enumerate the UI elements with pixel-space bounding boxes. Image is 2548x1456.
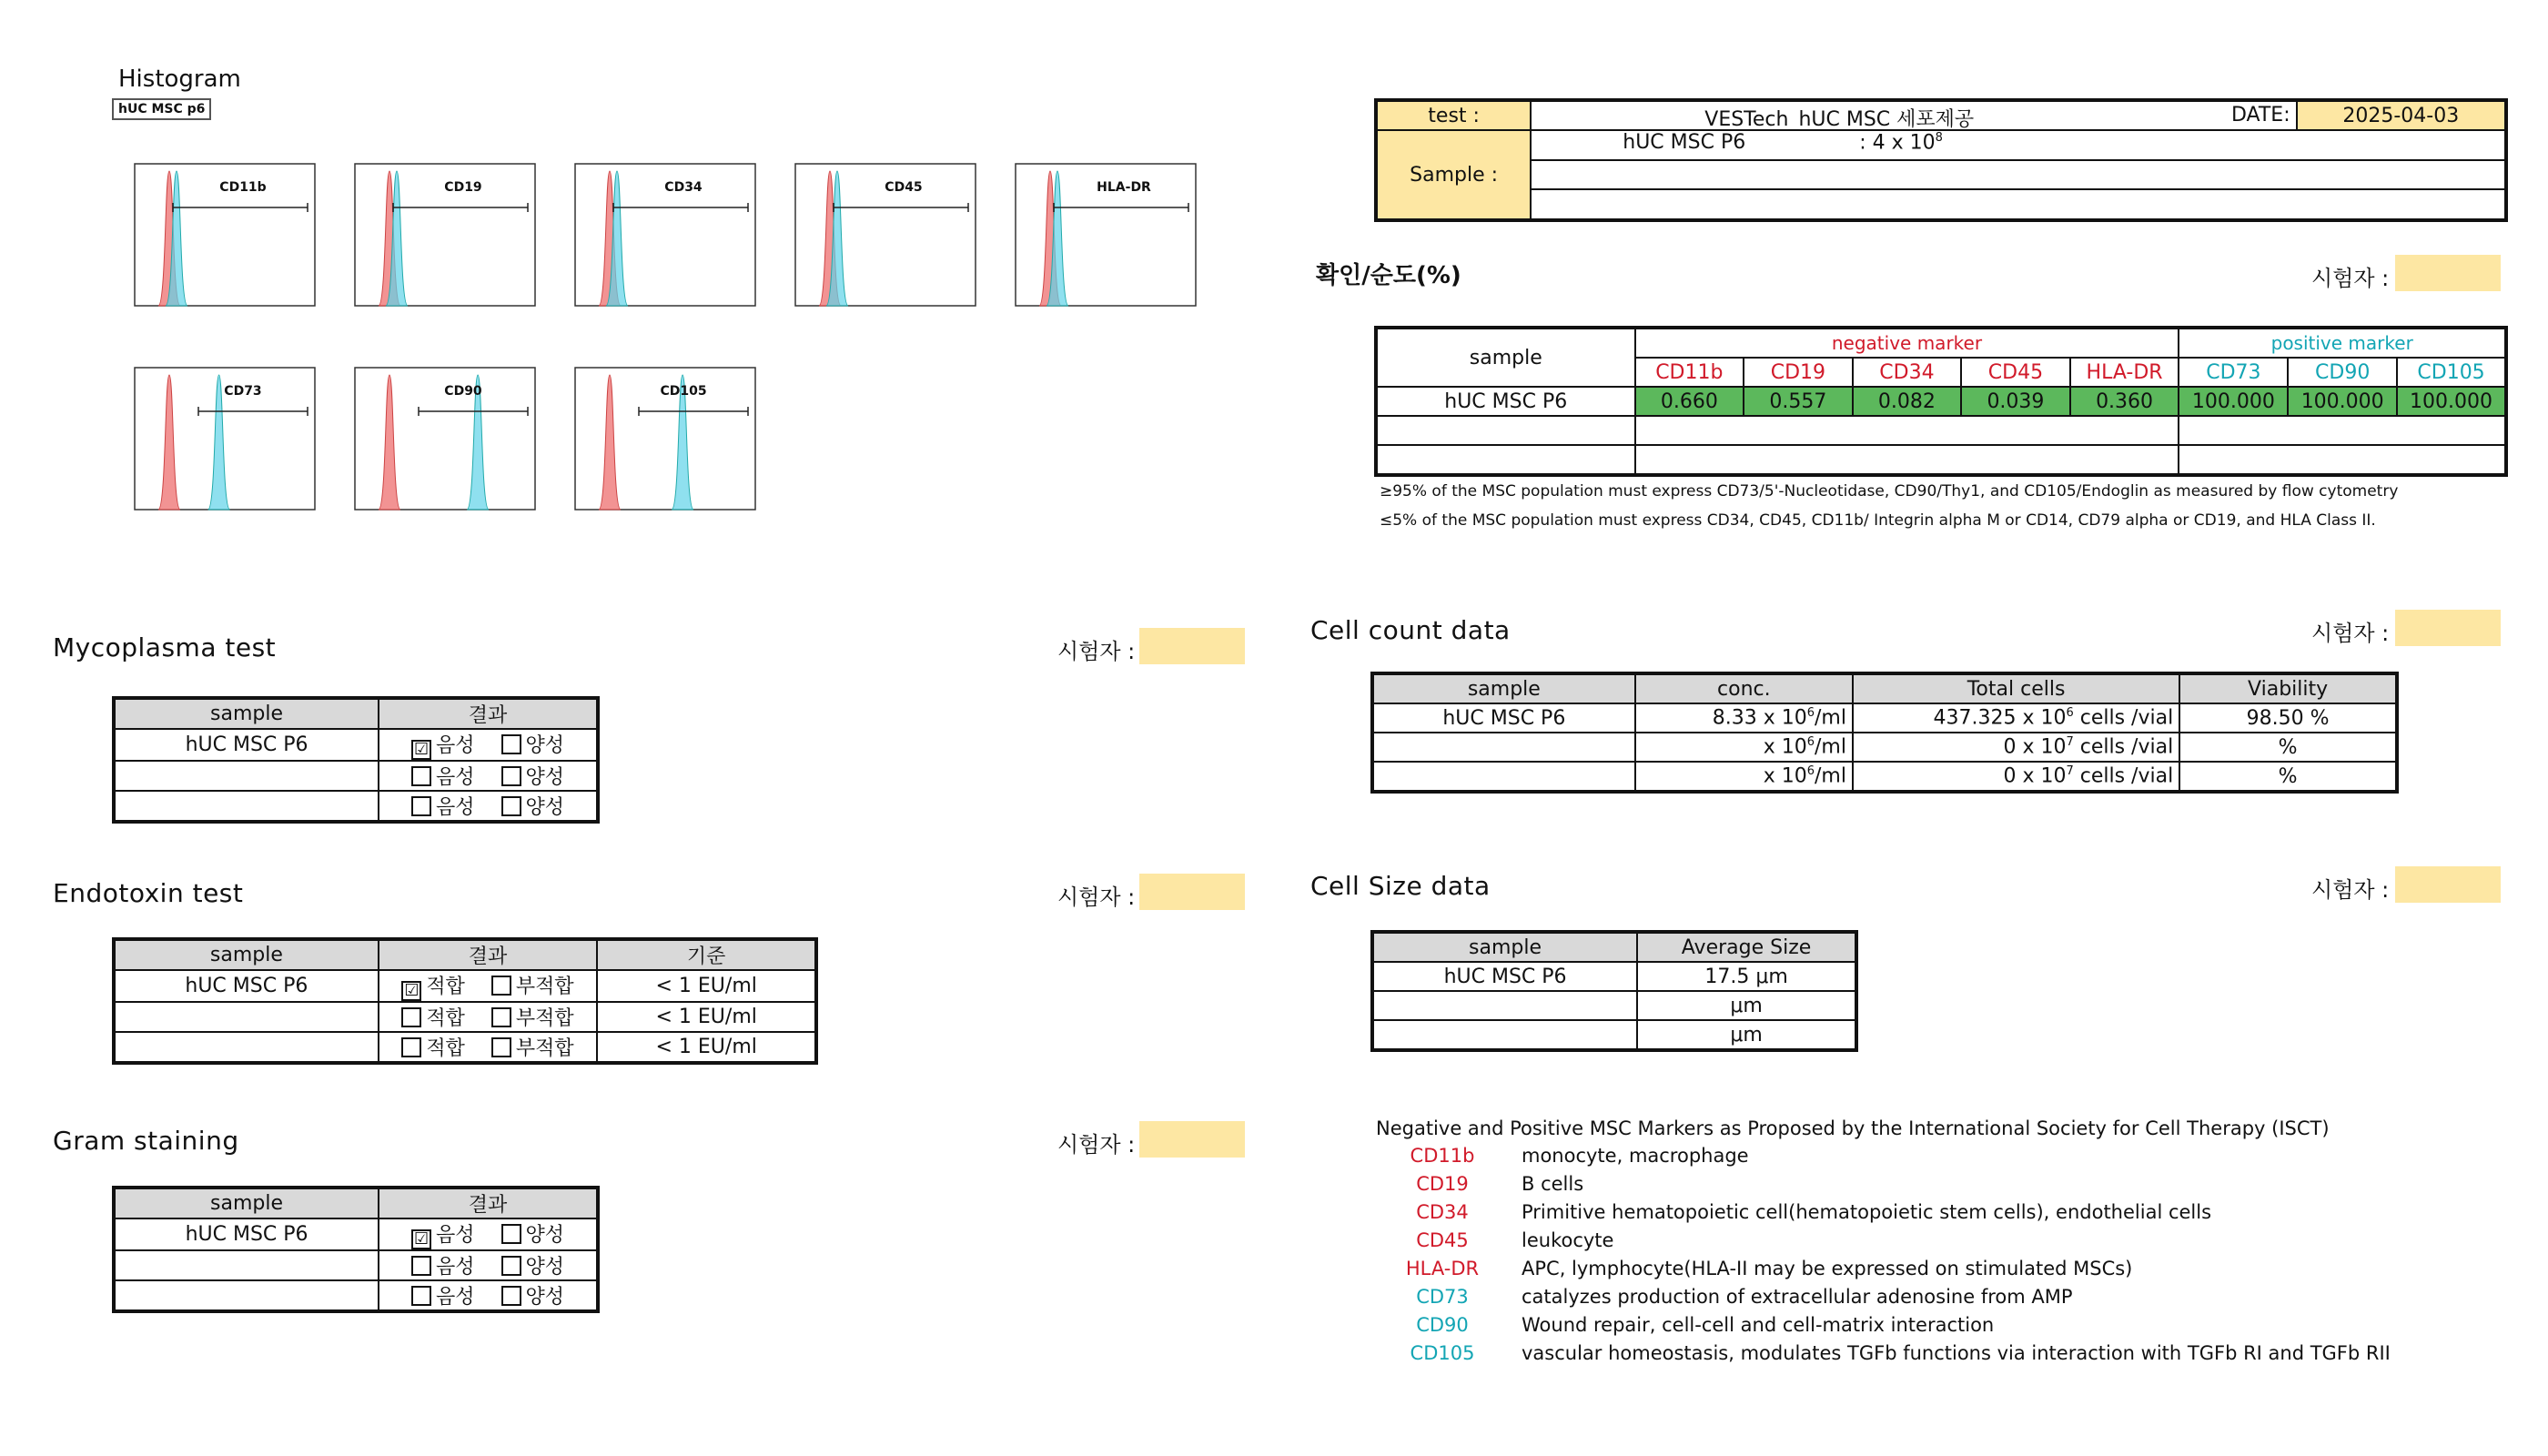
result-cell xyxy=(379,1218,598,1250)
histogram-panel-cd19 xyxy=(355,164,535,306)
purity-value: 0.360 xyxy=(2070,387,2179,416)
gram-tester-label: 시험자 : xyxy=(1057,1132,1136,1158)
checkbox-negative[interactable] xyxy=(411,1286,431,1306)
sample-cell xyxy=(114,1002,379,1032)
histogram-panel-cd73 xyxy=(135,368,315,510)
option-label: 적합 xyxy=(426,976,465,998)
sample-cell xyxy=(1372,733,1635,762)
isct-marker-description: leukocyte xyxy=(1522,1229,1614,1251)
purity-table xyxy=(1374,326,2508,477)
sample-cell xyxy=(1372,991,1637,1020)
purity-empty-cell xyxy=(1635,416,2179,445)
purity-empty-cell xyxy=(1376,416,1635,445)
date-label: DATE: xyxy=(2230,104,2290,126)
histogram-panel-label: CD19 xyxy=(444,180,482,195)
cellcount-table xyxy=(1370,672,2399,794)
col-header: 결과 xyxy=(379,1188,598,1218)
criterion-cell: < 1 EU/ml xyxy=(597,1032,816,1063)
col-header: sample xyxy=(1372,932,1637,962)
size-cell: μm xyxy=(1637,1020,1856,1050)
sample-cell: hUC MSC P6 xyxy=(114,1218,379,1250)
isct-marker-description: catalyzes production of extracellular adenosine from AMP xyxy=(1522,1286,2073,1308)
isct-marker-name: CD19 xyxy=(1416,1173,1469,1195)
histogram-panel-label: CD90 xyxy=(444,384,482,399)
cellsize-tester-label: 시험자 : xyxy=(2311,877,2390,903)
purity-value: 0.082 xyxy=(1853,387,1962,416)
col-header: sample xyxy=(1372,673,1635,703)
option-label: 양성 xyxy=(525,796,565,819)
purity-title: 확인/순도(%) xyxy=(1316,262,1461,289)
checkbox-fail[interactable] xyxy=(491,1037,511,1057)
result-cell xyxy=(379,1250,598,1280)
checkbox-negative[interactable]: ☑ xyxy=(411,1229,431,1249)
purity-value: 0.557 xyxy=(1744,387,1853,416)
checkbox-positive[interactable] xyxy=(501,796,521,816)
purity-value: 100.000 xyxy=(2397,387,2506,416)
sample-empty-row[interactable] xyxy=(1531,189,2506,220)
purity-value: 0.660 xyxy=(1635,387,1744,416)
size-cell: 17.5 μm xyxy=(1637,962,1856,991)
cellcount-tester-field[interactable] xyxy=(2395,610,2501,646)
gram-tester-field[interactable] xyxy=(1139,1121,1245,1158)
mycoplasma-tester-label: 시험자 : xyxy=(1057,639,1136,664)
col-header: Viability xyxy=(2179,673,2397,703)
purity-empty-cell xyxy=(1635,445,2179,475)
marker-cd105: CD105 xyxy=(2397,358,2506,387)
result-cell xyxy=(379,761,598,791)
marker-cd73: CD73 xyxy=(2179,358,2288,387)
total-cells-cell: 0 x $10^7$ cells /vial xyxy=(1853,762,2179,792)
option-label: 양성 xyxy=(525,734,565,757)
result-cell xyxy=(379,729,598,761)
date-value[interactable]: 2025-04-03 xyxy=(2297,100,2506,130)
sample-cell xyxy=(114,791,379,822)
sample-cell xyxy=(1372,1020,1637,1050)
purity-empty-cell xyxy=(2179,416,2506,445)
option-label: 음성 xyxy=(436,1256,475,1279)
col-header: conc. xyxy=(1635,673,1853,703)
conc-cell: x $10^6/ml$ xyxy=(1635,762,1853,792)
option-label: 음성 xyxy=(436,1286,475,1309)
marker-cd45: CD45 xyxy=(1961,358,2070,387)
sample-cell xyxy=(114,1250,379,1280)
marker-cd34: CD34 xyxy=(1853,358,1962,387)
sample-cell: hUC MSC P6 xyxy=(1372,703,1635,733)
negative-marker-header: negative marker xyxy=(1635,328,2179,358)
sample-count: : 4 x $10^8$ xyxy=(1859,131,1943,155)
size-cell: μm xyxy=(1637,991,1856,1020)
histogram-panel-label: CD34 xyxy=(664,180,703,195)
option-label: 양성 xyxy=(525,1256,565,1279)
option-label: 양성 xyxy=(525,1286,565,1309)
checkbox-fail[interactable] xyxy=(491,1007,511,1027)
checkbox-negative[interactable] xyxy=(411,796,431,816)
col-header: Average Size xyxy=(1637,932,1856,962)
endotoxin-table xyxy=(112,937,818,1065)
info-table xyxy=(1374,98,2508,222)
cellsize-table xyxy=(1370,930,1858,1052)
viability-cell: % xyxy=(2179,762,2397,792)
result-cell xyxy=(379,1280,598,1311)
isct-marker-description: Wound repair, cell-cell and cell-matrix interaction xyxy=(1522,1314,1995,1336)
histogram-panel-cd45 xyxy=(795,164,976,306)
checkbox-pass[interactable]: ☑ xyxy=(401,981,421,1001)
sample-cell: hUC MSC P6 xyxy=(114,970,379,1002)
histogram-panel-cd90 xyxy=(355,368,535,510)
checkbox-pass[interactable] xyxy=(401,1007,421,1027)
checkbox-positive[interactable] xyxy=(501,1256,521,1276)
purity-value: 100.000 xyxy=(2179,387,2288,416)
checkbox-positive[interactable] xyxy=(501,1224,521,1244)
cellcount-title: Cell count data xyxy=(1310,615,1511,645)
endotoxin-title: Endotoxin test xyxy=(53,878,244,908)
option-label: 양성 xyxy=(525,766,565,789)
col-header: 결과 xyxy=(379,939,598,970)
sample-empty-row[interactable] xyxy=(1531,160,2506,190)
sample-cell: hUC MSC P6 xyxy=(1372,962,1637,991)
histogram-tag: hUC MSC p6 xyxy=(112,98,211,120)
option-label: 양성 xyxy=(525,1224,565,1247)
endotoxin-tester-field[interactable] xyxy=(1139,874,1245,910)
total-cells-cell: 0 x $10^7$ cells /vial xyxy=(1853,733,2179,762)
checkbox-positive[interactable] xyxy=(501,1286,521,1306)
mycoplasma-title: Mycoplasma test xyxy=(53,632,277,662)
checkbox-negative[interactable]: ☑ xyxy=(411,740,431,760)
test-value-cell xyxy=(1531,100,2296,130)
col-header: sample xyxy=(114,939,379,970)
purity-tester-field[interactable] xyxy=(2395,255,2501,291)
option-label: 음성 xyxy=(436,766,475,789)
histogram-panel-label: CD45 xyxy=(885,180,923,195)
result-cell xyxy=(379,1032,598,1063)
col-header: sample xyxy=(114,1188,379,1218)
isct-marker-description: Primitive hematopoietic cell(hematopoietic stem cells), endothelial cells xyxy=(1522,1201,2212,1223)
isct-marker-description: monocyte, macrophage xyxy=(1522,1145,1749,1167)
cellcount-tester-label: 시험자 : xyxy=(2311,621,2390,646)
checkbox-negative[interactable] xyxy=(411,1256,431,1276)
endotoxin-tester-label: 시험자 : xyxy=(1057,885,1136,910)
cellsize-title: Cell Size data xyxy=(1310,871,1491,901)
histogram-panel-label: HLA-DR xyxy=(1097,180,1151,195)
checkbox-negative[interactable] xyxy=(411,766,431,786)
criterion-cell: < 1 EU/ml xyxy=(597,1002,816,1032)
marker-cd90: CD90 xyxy=(2288,358,2397,387)
col-header: 결과 xyxy=(379,698,598,729)
option-label: 적합 xyxy=(426,1007,465,1030)
test-label: test : xyxy=(1376,100,1531,130)
col-header: Total cells xyxy=(1853,673,2179,703)
checkbox-positive[interactable] xyxy=(501,734,521,754)
col-header: sample xyxy=(114,698,379,729)
isct-marker-name: HLA-DR xyxy=(1405,1258,1480,1279)
isct-marker-name: CD34 xyxy=(1416,1201,1469,1223)
conc-cell: 8.33 x $10^6/ml$ xyxy=(1635,703,1853,733)
sample-value-cell[interactable] xyxy=(1531,130,2506,160)
checkbox-fail[interactable] xyxy=(491,976,511,996)
isct-title: Negative and Positive MSC Markers as Proposed by the International Society for Cell Therapy (ISCT) xyxy=(1376,1117,2330,1139)
isct-marker-name: CD45 xyxy=(1416,1229,1469,1251)
purity-note-negative: ≤5% of the MSC population must express CD34, CD45, CD11b/ Integrin alpha M or CD14, CD79 alpha or CD19, and HLA Class II. xyxy=(1380,511,2376,530)
isct-marker-description: vascular homeostasis, modulates TGFb functions via interaction with TGFb RI and TGFb RII xyxy=(1522,1342,2391,1364)
sample-value: hUC MSC P6 xyxy=(1623,131,1746,154)
option-label: 음성 xyxy=(436,796,475,819)
histogram-panel-cd105 xyxy=(575,368,755,510)
purity-value: 100.000 xyxy=(2288,387,2397,416)
sample-cell xyxy=(114,1032,379,1063)
test-value: VESTech_hUC MSC 세포제공 xyxy=(1704,108,1975,131)
sample-label: Sample : xyxy=(1376,130,1531,220)
purity-sample-cell: hUC MSC P6 xyxy=(1376,387,1635,416)
result-cell xyxy=(379,791,598,822)
histogram-title: Histogram xyxy=(118,66,241,93)
purity-sample-header: sample xyxy=(1376,328,1635,387)
option-label: 적합 xyxy=(426,1037,465,1060)
conc-cell: x $10^6/ml$ xyxy=(1635,733,1853,762)
mycoplasma-tester-field[interactable] xyxy=(1139,628,1245,664)
gram-table xyxy=(112,1186,600,1313)
histogram-panel-label: CD73 xyxy=(224,384,262,399)
isct-marker-description: APC, lymphocyte(HLA-II may be expressed on stimulated MSCs) xyxy=(1522,1258,2133,1279)
isct-marker-name: CD90 xyxy=(1416,1314,1469,1336)
option-label: 부적합 xyxy=(515,1037,574,1060)
purity-empty-cell xyxy=(2179,445,2506,475)
mycoplasma-table xyxy=(112,696,600,824)
option-label: 부적합 xyxy=(515,976,574,998)
option-label: 부적합 xyxy=(515,1007,574,1030)
histogram-panel-hla-dr xyxy=(1016,164,1196,306)
histogram-panel-cd11b xyxy=(135,164,315,306)
isct-marker-name: CD105 xyxy=(1410,1342,1475,1364)
viability-cell: 98.50 % xyxy=(2179,703,2397,733)
total-cells-cell: 437.325 x $10^6$ cells /vial xyxy=(1853,703,2179,733)
col-header: 기준 xyxy=(597,939,816,970)
purity-empty-cell xyxy=(1376,445,1635,475)
criterion-cell: < 1 EU/ml xyxy=(597,970,816,1002)
sample-cell xyxy=(114,1280,379,1311)
purity-value: 0.039 xyxy=(1961,387,2070,416)
sample-cell: hUC MSC P6 xyxy=(114,729,379,761)
result-cell xyxy=(379,1002,598,1032)
checkbox-pass[interactable] xyxy=(401,1037,421,1057)
checkbox-positive[interactable] xyxy=(501,766,521,786)
purity-tester-label: 시험자 : xyxy=(2311,266,2390,291)
cellsize-tester-field[interactable] xyxy=(2395,866,2501,903)
option-label: 음성 xyxy=(436,734,475,757)
result-cell xyxy=(379,970,598,1002)
sample-cell xyxy=(114,761,379,791)
histogram-panel-label: CD105 xyxy=(660,384,707,399)
option-label: 음성 xyxy=(436,1224,475,1247)
isct-marker-name: CD11b xyxy=(1410,1145,1475,1167)
sample-cell xyxy=(1372,762,1635,792)
marker-cd19: CD19 xyxy=(1744,358,1853,387)
histogram-panel-label: CD11b xyxy=(219,180,267,195)
marker-hla-dr: HLA-DR xyxy=(2070,358,2179,387)
purity-note-positive: ≥95% of the MSC population must express CD73/5'-Nucleotidase, CD90/Thy1, and CD105/Endoglin as measured by flow cytometry xyxy=(1380,482,2399,500)
gram-title: Gram staining xyxy=(53,1126,239,1156)
marker-cd11b: CD11b xyxy=(1635,358,1744,387)
viability-cell: % xyxy=(2179,733,2397,762)
positive-marker-header: positive marker xyxy=(2179,328,2506,358)
isct-marker-name: CD73 xyxy=(1416,1286,1469,1308)
histogram-panel-cd34 xyxy=(575,164,755,306)
isct-marker-description: B cells xyxy=(1522,1173,1584,1195)
